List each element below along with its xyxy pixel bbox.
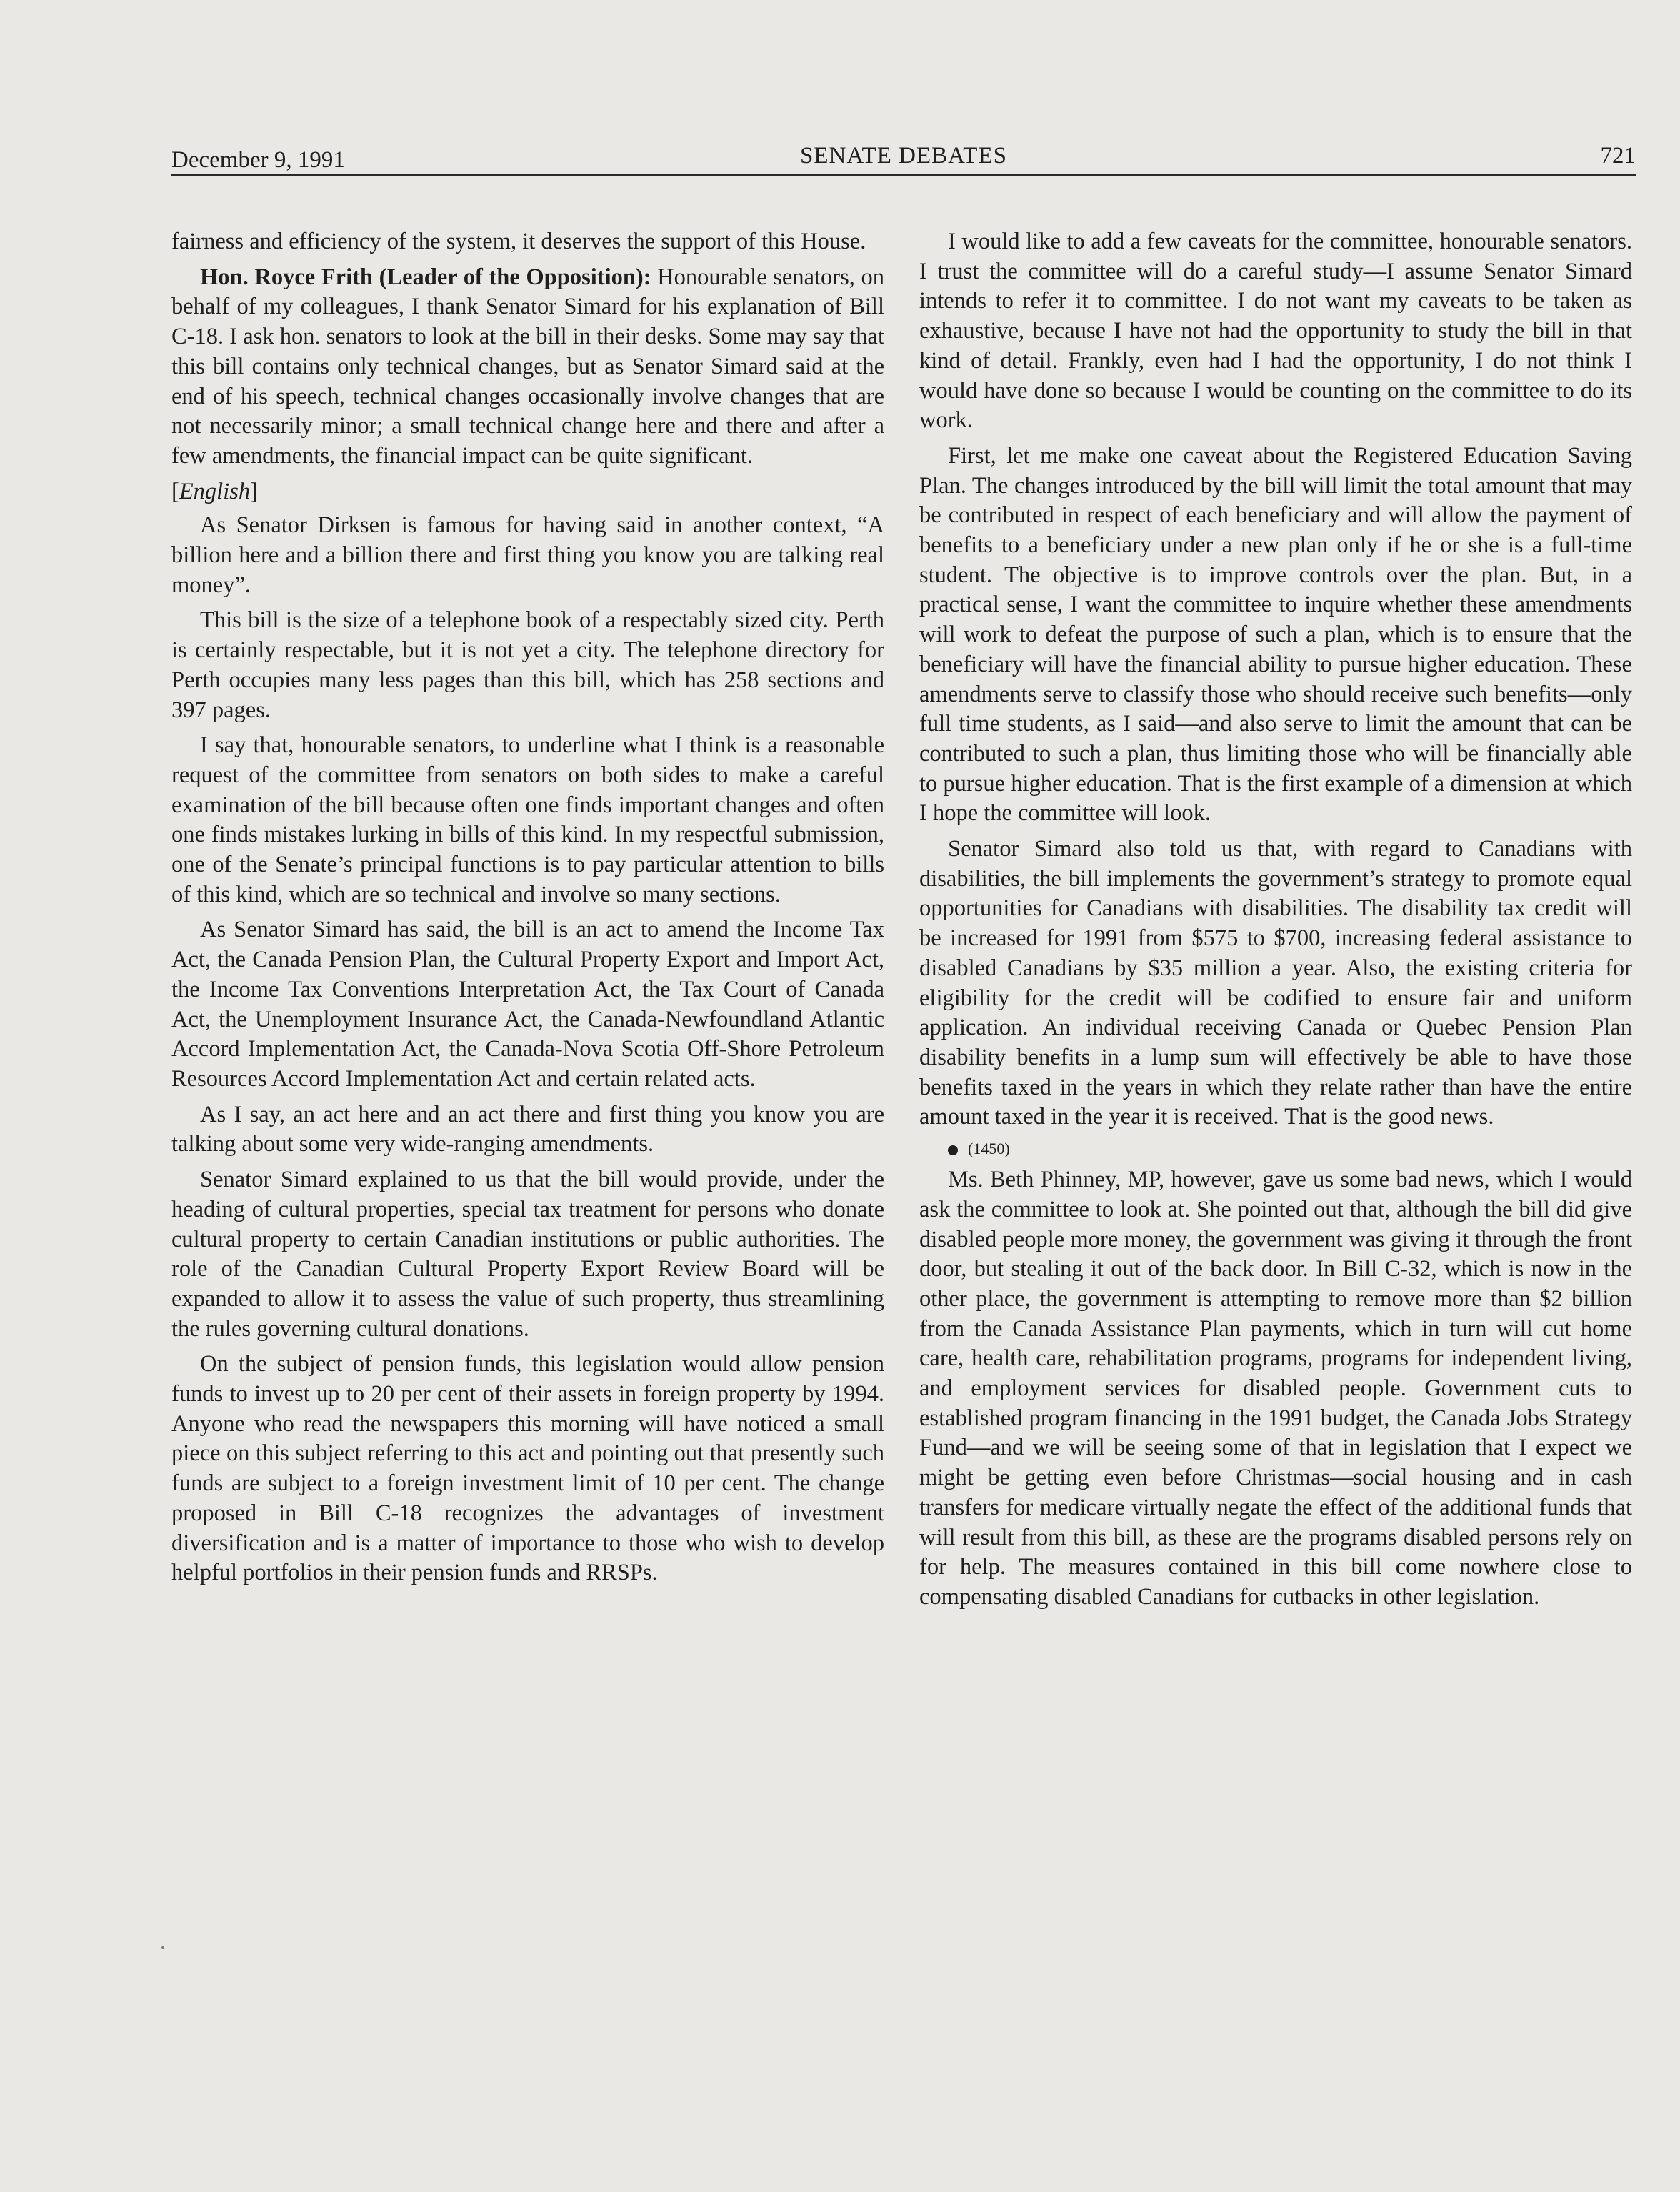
right-column: [919, 227, 1632, 1618]
paragraph: This bill is the size of a telephone book of a respectably sized city. Perth is certainly respectable, but it is not yet a city. The telephone directory for Perth occupies many less pages than this bill, which has 258 sections and 397 pages.: [171, 607, 884, 723]
time-marker: [919, 1138, 1632, 1160]
bullet-icon: [948, 1145, 958, 1155]
paragraph: As I say, an act here and an act there and first thing you know you are talking about some very wide-ranging amendments.: [171, 1101, 884, 1157]
paragraph: Senator Simard explained to us that the bill would provide, under the heading of cultural properties, special tax treatment for persons who donate cultural property to certain Canadian institutions or public authorities. The role of the Canadian Cultural Property Export Review Board will be expanded to allow it to assess the value of such property, thus streamlining the rules governing cultural donations.: [171, 1167, 884, 1342]
paragraph: Ms. Beth Phinney, MP, however, gave us some bad news, which I would ask the committee to look at. She pointed out that, although the bill did give disabled people more money, the government was giving it through the front door, but stealing it out of the back door. In Bill C-32, which is now in the other place, the government is attempting to remove more than $2 billion from the Canada Assistance Plan payments, which in turn will cut home care, health care, rehabilitation programs, programs for independent living, and employment services for disabled people. Government cuts to established program financing in the 1991 budget, the Canada Jobs Strategy Fund—and we will be seeing some of that in legislation that I expect we might be getting even before Christmas—social housing and in cash transfers for medicare virtually negate the effect of the additional funds that will result from this bill, as these are the programs disabled persons rely on for help. The measures contained in this bill come nowhere close to compensating disabled Canadians for cutbacks in other legislation.: [919, 1167, 1632, 1610]
speaker-name: Hon. Royce Frith (Leader of the Opposition):: [200, 264, 651, 290]
paragraph: First, let me make one caveat about the Registered Education Saving Plan. The changes introduced by the bill will limit the total amount that may be contributed in respect of each beneficiary and will allow the payment of benefits to a beneficiary under a new plan only if he or she is a full-time student. The objective is to improve controls over the plan. But, in a practical sense, I want the committee to inquire whether these amendments will work to defeat the purpose of such a plan, which is to ensure that the beneficiary will have the financial ability to pursue higher education. These amendments serve to classify those who should receive such benefits—only full time students, as I said—and also serve to limit the amount that can be contributed to such a plan, thus limiting those who will be financially able to pursue higher education. That is the first example of a dimension at which I hope the committee will look.: [919, 442, 1632, 827]
paragraph: On the subject of pension funds, this legislation would allow pension funds to invest up to 20 per cent of their assets in foreign property by 1994. Anyone who read the newspapers this morning will have noticed a small piece on this subject referring to this act and pointing out that presently such funds are subject to a foreign investment limit of 10 per cent. The change proposed in Bill C-18 recognizes the advantages of investment diversification and is a matter of importance to those who wish to develop helpful portfolios in their pension funds and RRSPs.: [171, 1351, 884, 1586]
language-tag: [171, 477, 884, 507]
left-column: [171, 227, 884, 1594]
paragraph-text: Honourable senators, on behalf of my colleagues, I thank Senator Simard for his explanation of Bill C-18. I ask hon. senators to look at the bill in their desks. Some may say that this bill contains only technical changes, but as Senator Simard said at the end of his speech, technical changes occasionally involve changes that are not necessarily minor; a small technical change here and there and after a few amendments, the financial impact can be quite significant.: [171, 264, 885, 469]
page-header: [171, 140, 1636, 176]
paragraph: fairness and efficiency of the system, it deserves the support of this House.: [171, 229, 866, 254]
header-title: SENATE DEBATES: [800, 143, 1007, 169]
time-marker-label: (1450): [968, 1140, 1010, 1158]
paragraph: [171, 263, 884, 472]
language-bracket-open: [: [171, 478, 179, 504]
paragraph: As Senator Simard has said, the bill is an act to amend the Income Tax Act, the Canada Pension Plan, the Cultural Property Export and Import Act, the Income Tax Conventions Interpretation Act, the Tax Court of Canada Act, the Unemployment Insurance Act, the Canada-Newfoundland Atlantic Accord Implementation Act, the Canada-Nova Scotia Off-Shore Petroleum Resources Accord Implementation Act and certain related acts.: [171, 917, 884, 1092]
page-number: 721: [1600, 143, 1636, 169]
paragraph: As Senator Dirksen is famous for having said in another context, “A billion here and a billion there and first thing you know you are talking real money”.: [171, 512, 884, 598]
scan-speck: [161, 1946, 164, 1949]
paragraph: I would like to add a few caveats for the committee, honourable senators. I trust the committee will do a careful study—I assume Senator Simard intends to refer it to committee. I do not want my caveats to be taken as exhaustive, because I have not had the opportunity to study the bill in that kind of detail. Frankly, even had I had the opportunity, I do not think I would have done so because I would be counting on the committee to do its work.: [919, 229, 1632, 434]
language-bracket-close: ]: [250, 478, 258, 504]
paragraph: Senator Simard also told us that, with regard to Canadians with disabilities, the bill implements the government’s strategy to promote equal opportunities for Canadians with disabilities. The disability tax credit will be increased for 1991 from $575 to $700, increasing federal assistance to disabled Canadians by $35 million a year. Also, the existing criteria for eligibility for the credit will be codified to ensure fair and uniform application. An individual receiving Canada or Quebec Pension Plan disability benefits in a lump sum will effectively be able to have those benefits taxed in the years in which they relate rather than have the entire amount taxed in the year it is received. That is the good news.: [919, 836, 1632, 1130]
language-label: English: [179, 478, 251, 504]
header-date: December 9, 1991: [171, 147, 345, 173]
paragraph: I say that, honourable senators, to underline what I think is a reasonable request of the committee from senators on both sides to make a careful examination of the bill because often one finds important changes and often one finds mistakes lurking in bills of this kind. In my respectful submission, one of the Senate’s principal functions is to pay particular attention to bills of this kind, which are so technical and involve so many sections.: [171, 732, 884, 907]
